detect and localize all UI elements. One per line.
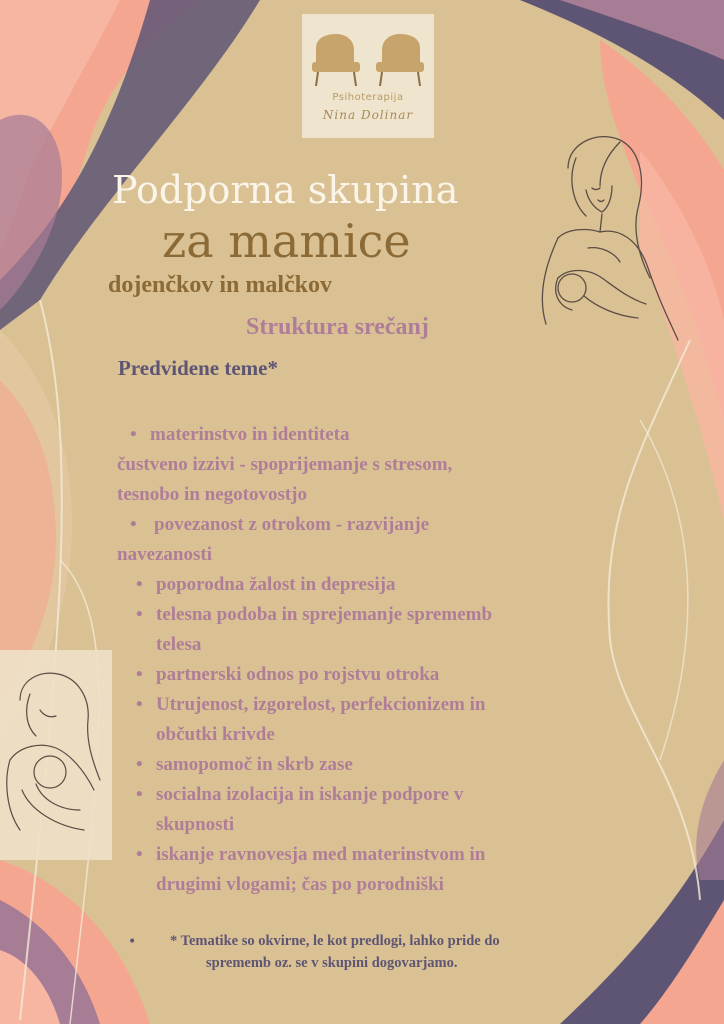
list-item: • poporodna žalost in depresija (136, 574, 396, 595)
two-armchairs-icon (302, 22, 434, 102)
mother-hugging-baby-illustration (0, 660, 112, 850)
list-item: tesnobo in negotovostjo (117, 484, 308, 505)
list-item: • samopomoč in skrb zase (136, 754, 353, 775)
list-item: • materinstvo in identiteta (130, 424, 350, 445)
list-item: telesa (156, 634, 202, 655)
title-line-1: Podporna skupina (112, 168, 459, 212)
breastfeeding-mother-illustration (528, 128, 688, 348)
footnote-line-2: sprememb oz. se v skupini dogovarjamo. (206, 955, 458, 971)
title-line-2: za mamice (162, 214, 411, 268)
logo-name: Nina Dolinar (322, 108, 414, 122)
section-heading: Struktura srečanj (246, 314, 429, 340)
list-item: • socialna izolacija in iskanje podpore v (136, 784, 464, 805)
title-line-3: dojenčkov in malčkov (108, 272, 333, 298)
list-item: navezanosti (117, 544, 212, 565)
list-item: drugimi vlogami; čas po porodniški (156, 874, 444, 895)
list-item: občutki krivde (156, 724, 275, 745)
logo-subtitle: Psihoterapija (332, 92, 404, 103)
list-item: skupnosti (156, 814, 235, 835)
list-item: • povezanost z otrokom - razvijanje (130, 514, 430, 535)
note-bullet: • (128, 934, 137, 950)
list-item: • telesna podoba in sprejemanje sprememb (136, 604, 493, 625)
list-item: • iskanje ravnovesja med materinstvom in (136, 844, 486, 865)
topics-heading: Predvidene teme* (118, 356, 278, 380)
list-item: • Utrujenost, izgorelost, perfekcionizem in (136, 694, 486, 715)
list-item: • partnerski odnos po rojstvu otroka (136, 664, 440, 685)
footnote-line-1: * Tematike so okvirne, le kot predlogi, lahko pride do (170, 933, 500, 949)
list-item: čustveno izzivi - spoprijemanje s stresom, (117, 454, 453, 475)
footnote (170, 930, 620, 974)
logo (302, 14, 434, 138)
